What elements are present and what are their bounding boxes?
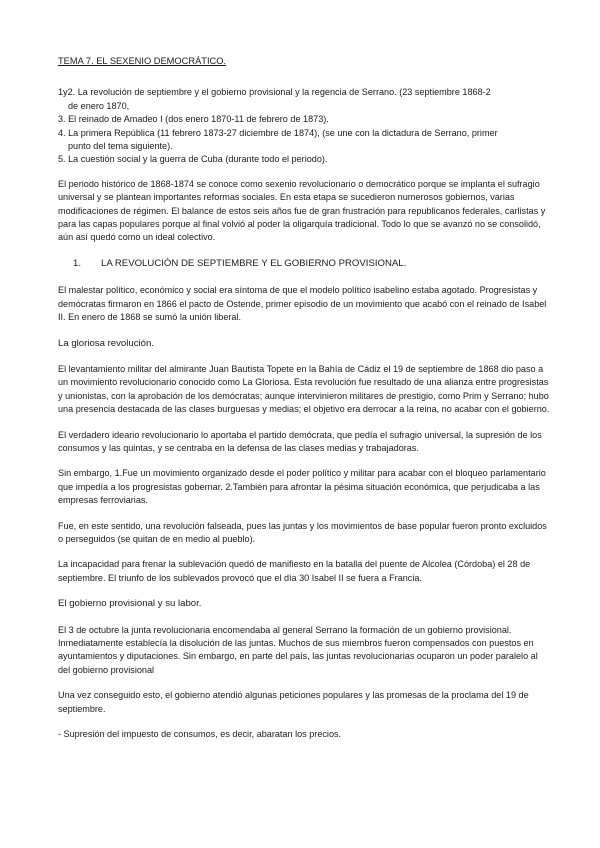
paragraph: El 3 de octubre la junta revolucionaria encomendaba al general Serrano la formación de un gobierno provisional. Inmediatamente establecía la disolución de las juntas. Muchos de sus miembros fueron compensados con puestos en ayuntamientos y diputaciones. Sin embargo, en parte del país, las juntas revolucionarias ocuparon un poder paralelo al del gobierno provisional [58,624,538,675]
paragraph: El verdadero ideario revolucionario lo aportaba el partido demócrata, que pedía el sufragio universal, la supresión de los consumos y las quintas, y se centraba en la defensa de las clases medias y trabajadoras. [58,429,542,453]
section-heading [58,257,550,270]
toc-item: 1y2. La revolución de septiembre y el gobierno provisional y la regencia de Serrano. (23 septiembre 1868-2 [58,87,491,98]
subheading-gobierno: El gobierno provisional y su labor. [58,598,202,610]
paragraph: Sin embargo, 1.Fue un movimiento organizado desde el poder político y militar para acabar con el bloqueo parlamentario que impedía a los progresistas gobernar. 2.También para afrontar la pésima situación económica, que perjudicaba a las empresas ferroviarias. [58,468,546,506]
subheading-gloriosa: La gloriosa revolución. [58,337,154,349]
table-of-contents [58,86,550,166]
document-title: TEMA 7. EL SEXENIO DEMOCRÁTICO. [58,56,227,66]
toc-item-continuation: de enero 1870, [68,100,130,111]
toc-item: 5. La cuestión social y la guerra de Cuba (durante todo el periodo). [58,154,328,165]
paragraph: El levantamiento militar del almirante Juan Bautista Topete en la Bahía de Cádiz el 19 de septiembre de 1868 dio paso a un movimiento revolucionario conocido como La Gloriosa. Esta revolución fue resultado de una alianza entre progresistas y unionistas, con la aprobación de los demócratas; aunque intervinieron militares de prestigio, como Prim y Serrano; hubo una presencia destacada de las clases burguesas y medias; el objetivo era derrocar a la reina, no acabar con el gobierno. [58,363,550,415]
paragraph: La incapacidad para frenar la sublevación quedó de manifiesto en la batalla del puente de Alcolea (Córdoba) el 28 de septiembre. El triunfo de los sublevados provocó que el día 30 Isabel II se fuera a Francia. [58,559,531,583]
paragraph: Una vez conseguido esto, el gobierno atendió algunas peticiones populares y las promesas de la proclama del 19 de septiembre. [58,690,529,714]
paragraph: - Supresión del impuesto de consumos, es decir, abaratan los precios. [58,729,342,740]
paragraph: Fue, en este sentido, una revolución falseada, pues las juntas y los movimientos de base popular fueron pronto excluidos o perseguidos (se quitan de en medio al pueblo). [58,520,547,544]
toc-item-continuation: punto del tema siguiente). [68,141,173,152]
intro-paragraph: El periodo histórico de 1868-1874 se conoce como sexenio revolucionario o democrático porque se implanta el sufragio universal y se plantean importantes reformas sociales. En esta etapa se sucedieron numerosos gobiernos, varias modificaciones de régimen. El balance de estos seis años fue de gran frustración para republicanos federales, carlistas y para las capas populares porque al final volvió al poder la oligarquía tradicional. Todo lo que se avanzó no se consolidó, aún así quedó como un ideal colectivo. [58,178,546,243]
paragraph: El malestar político, económico y social era síntoma de que el modelo político isabelino estaba agotado. Progresistas y demócratas firmaron en 1866 el pacto de Ostende, primer episodio de un movimiento que acabó con el reinado de Isabel II. En enero de 1868 se sumó la unión liberal. [58,285,547,323]
toc-item: 4. La primera República (11 febrero 1873-27 diciembre de 1874), (se une con la dictadura de Serrano, primer [58,127,498,138]
section-title: LA REVOLUCIÓN DE SEPTIEMBRE Y EL GOBIERNO PROVISIONAL. [101,257,407,269]
section-number: 1. [73,257,82,269]
toc-item: 3. El reinado de Amadeo I (dos enero 1870-11 de febrero de 1873). [58,114,329,125]
